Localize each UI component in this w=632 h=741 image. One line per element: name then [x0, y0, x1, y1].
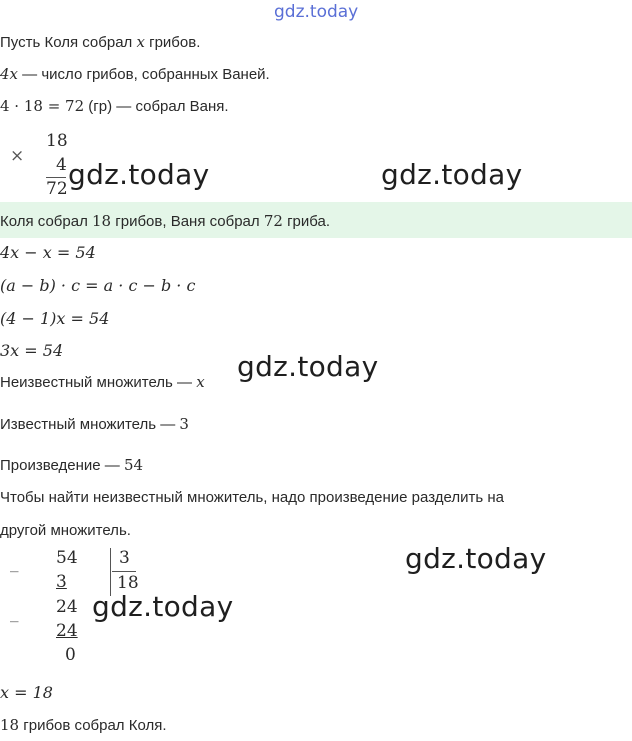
unknown-factor-var: x — [196, 373, 205, 391]
product-value: 54 — [123, 456, 144, 474]
multiplication-result: 72 — [46, 179, 68, 199]
equation-distributive: (a − b) · c = a · c − b · c — [0, 276, 196, 295]
answer-tail: гриба. — [282, 213, 331, 230]
vanya-expression-tail: — число грибов, собранных Ваней. — [18, 66, 270, 83]
known-factor-value: 3 — [179, 415, 189, 433]
final-answer-line — [0, 716, 167, 734]
final-answer-number: 18 — [0, 716, 20, 734]
vanya-count-line — [0, 97, 229, 115]
vanya-expression: 4x — [0, 65, 19, 83]
known-factor-line — [0, 415, 189, 433]
watermark: gdz.today — [92, 590, 234, 623]
answer-number-kolya: 18 — [92, 212, 112, 230]
multiplication-line — [46, 177, 66, 178]
division-dividend: 54 — [56, 548, 78, 568]
division-remainder-2: 0 — [65, 645, 76, 665]
rule-line-1: Чтобы найти неизвестный множитель, надо произведение разделить на — [0, 489, 504, 506]
division-quotient: 18 — [117, 573, 139, 593]
equation-1: 4x − x = 54 — [0, 243, 96, 262]
intro-tail: грибов. — [144, 34, 201, 51]
watermark: gdz.today — [237, 350, 379, 383]
division-vertical-bar — [110, 548, 111, 596]
equation-3: 3x = 54 — [0, 341, 64, 360]
intro-line — [0, 33, 200, 51]
intro-text: Пусть Коля собрал — [0, 34, 137, 51]
multiplication-sign: × — [10, 146, 25, 166]
answer-line — [0, 212, 330, 230]
watermark: gdz.today — [381, 158, 523, 191]
vanya-expression-line — [0, 65, 270, 83]
product-line — [0, 456, 143, 474]
intro-var: x — [136, 33, 145, 51]
answer-number-vanya: 72 — [263, 212, 283, 230]
vanya-count-tail: (гр) — собрал Ваня. — [84, 98, 229, 115]
result-equation: x = 18 — [0, 683, 53, 702]
known-factor-text: Известный множитель — — [0, 416, 180, 433]
product-text: Произведение — — [0, 457, 124, 474]
vanya-count-expression: 4 · 18 = 72 — [0, 97, 85, 115]
unknown-factor-line — [0, 373, 205, 391]
answer-pre: Коля собрал — [0, 213, 92, 230]
watermark: gdz.today — [405, 542, 547, 575]
multiplication-factor: 4 — [56, 155, 67, 175]
rule-line-2: другой множитель. — [0, 522, 131, 539]
division-remainder-1: 24 — [56, 597, 78, 617]
division-horizontal-bar — [112, 571, 136, 572]
answer-mid: грибов, Ваня собрал — [111, 213, 264, 230]
division-subtrahend-2: 24 — [56, 621, 78, 641]
multiplication-top: 18 — [46, 131, 68, 151]
unknown-factor-text: Неизвестный множитель — — [0, 374, 197, 391]
division-divisor: 3 — [119, 548, 130, 568]
equation-2: (4 − 1)x = 54 — [0, 309, 110, 328]
watermark: gdz.today — [68, 158, 210, 191]
division-minus-2: _ — [10, 603, 19, 623]
final-answer-text: грибов собрал Коля. — [19, 717, 167, 734]
division-minus-1: _ — [10, 553, 19, 573]
division-subtrahend-1: 3 — [56, 572, 67, 592]
watermark-top: gdz.today — [274, 2, 359, 22]
